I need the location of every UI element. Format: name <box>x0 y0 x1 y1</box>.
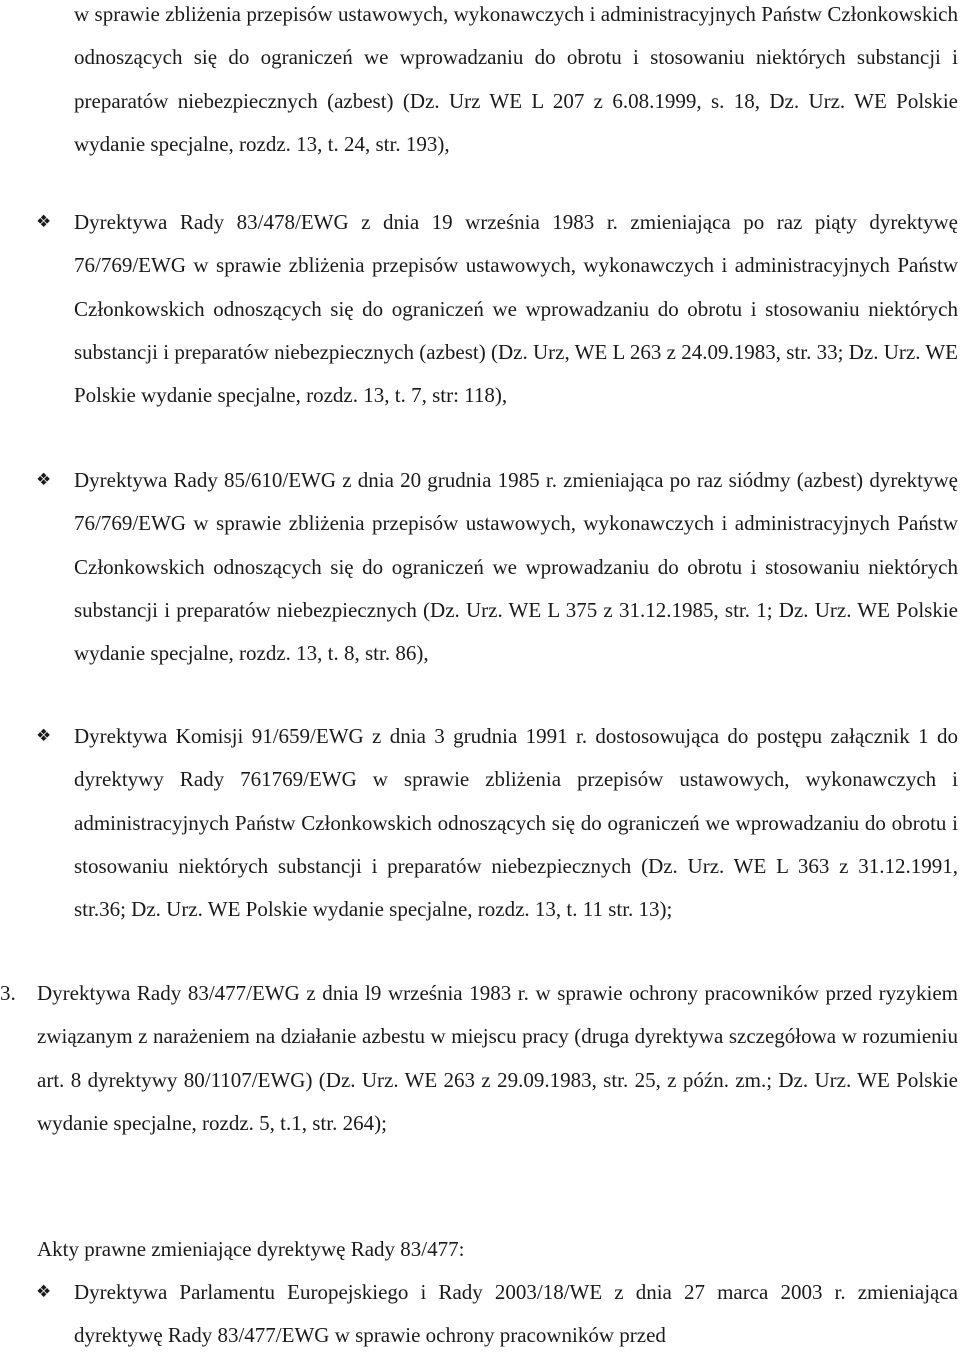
intro-continuation-paragraph: w sprawie zbliżenia przepisów ustawowych, wykonawczych i administracyjnych Państw Członkowskich odnoszących się do ograniczeń we wprowadzaniu do obrotu i stosowaniu niektórych substancji i preparatów niebezpiecznych (azbest) (Dz. Urz WE L 207 z 6.08.1999, s. 18, Dz. Urz. WE Polskie wydanie specjalne, rozdz. 13, t. 24, str. 193), <box>74 2 958 156</box>
diamond-bullet-icon: ❖ <box>36 212 52 232</box>
diamond-bullet-icon: ❖ <box>36 470 52 490</box>
directive-83-478-paragraph: Dyrektywa Rady 83/478/EWG z dnia 19 września 1983 r. zmieniająca po raz piąty dyrektywę 76/769/EWG w sprawie zbliżenia przepisów ustawowych, wykonawczych i administracyjnych Państw Członkowskich odnoszących się do ograniczeń we wprowadzaniu do obrotu i stosowaniu niektórych substancji i preparatów niebezpiecznych (azbest) (Dz. Urz, WE L 263 z 24.09.1983, str. 33; Dz. Urz. WE Polskie wydanie specjalne, rozdz. 13, t. 7, str: 118), <box>74 210 958 408</box>
list-number: 3. <box>0 981 16 1005</box>
directive-91-659-paragraph: Dyrektywa Komisji 91/659/EWG z dnia 3 grudnia 1991 r. dostosowująca do postępu załącznik 1 do dyrektywy Rady 761769/EWG w sprawie zbliżenia przepisów ustawowych, wykonawczych i administracyjnych Państw Członkowskich odnoszących się do ograniczeń we wprowadzaniu do obrotu i stosowaniu niektórych substancji i preparatów niebezpiecznych (Dz. Urz. WE L 363 z 31.12.1991, str.36; Dz. Urz. WE Polskie wydanie specjalne, rozdz. 13, t. 11 str. 13); <box>74 724 958 922</box>
diamond-bullet-icon: ❖ <box>36 726 52 746</box>
amending-acts-heading: Akty prawne zmieniające dyrektywę Rady 83/477: <box>37 1237 465 1261</box>
directive-83-477-paragraph: Dyrektywa Rady 83/477/EWG z dnia l9 września 1983 r. w sprawie ochrony pracowników przed ryzykiem związanym z narażeniem na działanie azbestu w miejscu pracy (druga dyrektywa szczegółowa w rozumieniu art. 8 dyrektywy 80/1107/EWG) (Dz. Urz. WE 263 z 29.09.1983, str. 25, z późn. zm.; Dz. Urz. WE Polskie wydanie specjalne, rozdz. 5, t.1, str. 264); <box>37 981 958 1135</box>
diamond-bullet-icon: ❖ <box>36 1282 52 1302</box>
directive-85-610-paragraph: Dyrektywa Rady 85/610/EWG z dnia 20 grudnia 1985 r. zmieniająca po raz siódmy (azbest) dyrektywę 76/769/EWG w sprawie zbliżenia przepisów ustawowych, wykonawczych i administracyjnych Państw Członkowskich odnoszących się do ograniczeń we wprowadzaniu do obrotu i stosowaniu niektórych substancji i preparatów niebezpiecznych (Dz. Urz. WE L 375 z 31.12.1985, str. 1; Dz. Urz. WE Polskie wydanie specjalne, rozdz. 13, t. 8, str. 86), <box>74 468 958 666</box>
directive-2003-18-paragraph: Dyrektywa Parlamentu Europejskiego i Rady 2003/18/WE z dnia 27 marca 2003 r. zmieniająca dyrektywę Rady 83/477/EWG w sprawie ochrony pracowników przed <box>74 1280 958 1348</box>
